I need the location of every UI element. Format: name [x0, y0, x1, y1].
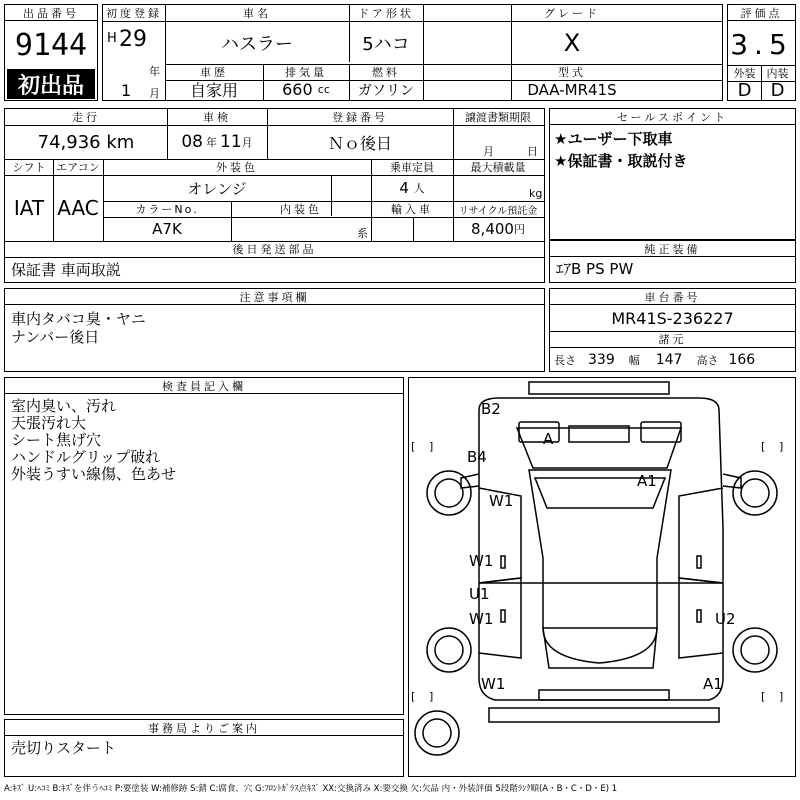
svg-text:]: ]	[429, 440, 434, 453]
exterior-score: D	[737, 79, 752, 101]
later-parts-value: 保証書 車両取説	[11, 260, 121, 279]
inspection-year-unit: 年	[206, 136, 217, 149]
svg-text:[: [	[761, 440, 766, 453]
lot-box	[4, 4, 98, 101]
transfer-day-unit: 日	[527, 145, 538, 158]
mark-a1-rear: A1	[703, 675, 723, 693]
shift-value: IAT	[13, 196, 45, 220]
inspector-note-1: 室内臭い、汚れ	[11, 397, 117, 415]
wheel-rear-right	[733, 628, 777, 672]
height-label: 高さ	[696, 354, 719, 367]
capacity-unit: 人	[413, 182, 425, 195]
mileage-header: 走行	[72, 111, 100, 124]
sales-point-2: ★保証書・取説付き	[554, 152, 688, 170]
car-name-header: 車名	[243, 7, 271, 20]
dims-row	[554, 349, 755, 371]
office-note: 売切りスタート	[11, 739, 117, 757]
mark-a1-hood: A1	[637, 472, 657, 490]
rear-window	[543, 628, 657, 668]
fuel-value: ガソリン	[358, 82, 414, 99]
first-reg-year-unit: 年	[149, 65, 160, 78]
color-no-value: A7K	[152, 220, 182, 238]
displacement-unit: cc	[317, 83, 330, 96]
fuel-header: 燃料	[372, 66, 400, 79]
sales-point-1: ★ユーザー下取車	[554, 130, 673, 148]
mileage-number: 74,936	[37, 131, 101, 153]
damage-diagram-box	[408, 377, 796, 777]
displacement-number: 660	[282, 80, 313, 99]
office-header: 事務局よりご案内	[5, 720, 403, 736]
ext-color-header: 外装色	[216, 161, 258, 174]
first-reg-header: 初度登録	[106, 7, 162, 20]
max-load-header: 最大積載量	[470, 161, 526, 174]
inspection-year: 08	[181, 132, 203, 152]
headlight-right	[641, 422, 681, 442]
svg-text:[: [	[761, 690, 766, 703]
caution-note-2: ナンバー後日	[11, 328, 100, 346]
genuine-equip-box	[549, 240, 796, 283]
capacity-value	[371, 175, 453, 201]
genuine-equip-header: 純正装備	[550, 241, 795, 257]
body-outline	[479, 398, 723, 700]
rear-bumper-low	[489, 708, 719, 722]
ext-color-value: オレンジ	[187, 179, 247, 198]
shift-header: シフト	[12, 161, 46, 174]
inspector-note-5: 外装うすい線傷、色あせ	[11, 465, 177, 483]
aircon-header: エアコン	[56, 161, 100, 174]
grade-value: X	[563, 29, 581, 57]
transfer-month-unit: 月	[483, 145, 494, 158]
length-value: 339	[588, 352, 615, 368]
int-color-header: 内装色	[280, 203, 322, 216]
sales-point-header: セールスポイント	[550, 109, 795, 125]
interior-header: 内装	[766, 67, 789, 80]
inspector-note-3: シート焦げ穴	[11, 431, 102, 449]
mark-b2: B2	[481, 400, 501, 418]
exterior-header: 外装	[733, 67, 756, 80]
model-code: DAA-MR41S	[527, 80, 617, 99]
mark-a-front: A	[543, 430, 554, 448]
car-name: ハスラー	[221, 34, 293, 55]
displacement-header: 排気量	[285, 66, 327, 79]
wheel-rear-left	[427, 628, 471, 672]
load-unit: kg	[529, 187, 543, 200]
width-label: 幅	[628, 354, 640, 367]
mark-w1-rear: W1	[481, 675, 506, 693]
model-code-header: 型式	[558, 66, 586, 79]
reg-no-header: 登録番号	[332, 111, 388, 124]
rear-bumper	[539, 690, 669, 700]
capacity-number: 4	[399, 179, 409, 197]
width-value: 147	[655, 352, 683, 368]
later-parts-header: 後日発送部品	[232, 243, 317, 256]
door-type: 5ハコ	[362, 34, 410, 55]
svg-text:[: [	[411, 440, 416, 453]
recycle-header: リサイクル預託金	[458, 205, 538, 217]
lot-number: 9144	[14, 27, 88, 63]
first-listing-badge: 初出品	[7, 69, 95, 99]
hood	[517, 428, 681, 468]
inspection-value	[167, 125, 267, 159]
caution-note-1: 車内タバコ臭・ヤニ	[11, 310, 146, 328]
mileage-value	[5, 125, 167, 159]
first-reg-year: 29	[119, 27, 147, 52]
grade-header: グレード	[544, 7, 600, 20]
chassis-number: MR41S-236227	[611, 308, 734, 328]
first-reg-month: 1	[121, 81, 132, 100]
svg-text:]: ]	[779, 690, 784, 703]
inspector-note-2: 天張汚れ大	[11, 414, 87, 432]
import-header: 輸入車	[391, 203, 433, 216]
recycle-number: 8,400	[471, 220, 514, 238]
transfer-header: 譲渡書類期限	[465, 111, 531, 124]
caution-header: 注意事項欄	[5, 289, 544, 305]
spec-box	[4, 108, 545, 283]
svg-text:[: [	[411, 690, 416, 703]
inspection-month: 11	[220, 132, 242, 152]
inspector-box	[4, 377, 404, 715]
first-reg-month-unit: 月	[149, 87, 160, 100]
mark-w1-front-left: W1	[489, 492, 514, 510]
mark-w1-rear-left: W1	[469, 610, 494, 628]
interior-score: D	[770, 79, 785, 101]
chassis-box	[549, 288, 796, 372]
history-value: 自家用	[189, 81, 238, 100]
capacity-header: 乗車定員	[390, 161, 434, 174]
front-bumper-top	[529, 382, 669, 394]
inspector-note-4: ハンドルグリップ破れ	[11, 448, 161, 466]
genuine-equip-value: ｴｱB PS PW	[556, 260, 634, 278]
mark-w1-left-door: W1	[469, 552, 494, 570]
mark-b4: B4	[467, 448, 487, 466]
inspection-header: 車検	[203, 111, 231, 124]
door-header: ドア形状	[358, 7, 414, 20]
car-diagram	[409, 378, 794, 775]
mileage-unit: km	[106, 131, 135, 153]
office-box	[4, 719, 404, 777]
length-label: 長さ	[554, 354, 576, 367]
inspector-header: 検査員記入欄	[5, 378, 403, 394]
color-no-header: カラーNo.	[135, 203, 199, 216]
aircon-value: AAC	[57, 196, 99, 220]
lot-header: 出品番号	[5, 5, 97, 21]
caution-box	[4, 288, 545, 372]
displacement-value	[263, 80, 349, 99]
legend: A:ｷｽﾞ U:ﾍｺﾐ B:ｷｽﾞを伴うﾍｺﾐ P:要塗装 W:補修跡 S:錆 C:腐食、穴 G:ﾌﾛﾝﾄｶﾞﾗｽ点ｷｽﾞ XX:交換済み X:要交換 欠:欠品 内・外装評価 5段階ﾗﾝｸ順(A・B・C・D・E) 1	[4, 784, 618, 794]
svg-text:]: ]	[429, 690, 434, 703]
dims-header: 諸元	[658, 333, 687, 346]
mark-u2: U2	[715, 610, 736, 628]
history-header: 車歴	[200, 66, 228, 79]
inspection-month-unit: 月	[241, 136, 253, 149]
spare-wheel	[415, 711, 459, 755]
recycle-unit: 円	[513, 223, 525, 236]
roof	[529, 470, 671, 663]
overall-score: 3.5	[730, 27, 793, 61]
vehicle-info-box	[102, 4, 723, 101]
score-header: 評価点	[728, 5, 795, 21]
first-reg-era: H	[107, 31, 117, 46]
sales-point-box	[549, 108, 796, 240]
svg-text:]: ]	[779, 440, 784, 453]
score-box	[727, 4, 796, 101]
mark-u1: U1	[469, 585, 490, 603]
height-value: 166	[728, 352, 756, 368]
chassis-header: 車台番号	[550, 289, 795, 305]
reg-no-value: Ｎｏ後日	[327, 133, 392, 153]
recycle-value	[453, 217, 543, 241]
int-color-unit: 系	[357, 227, 368, 240]
